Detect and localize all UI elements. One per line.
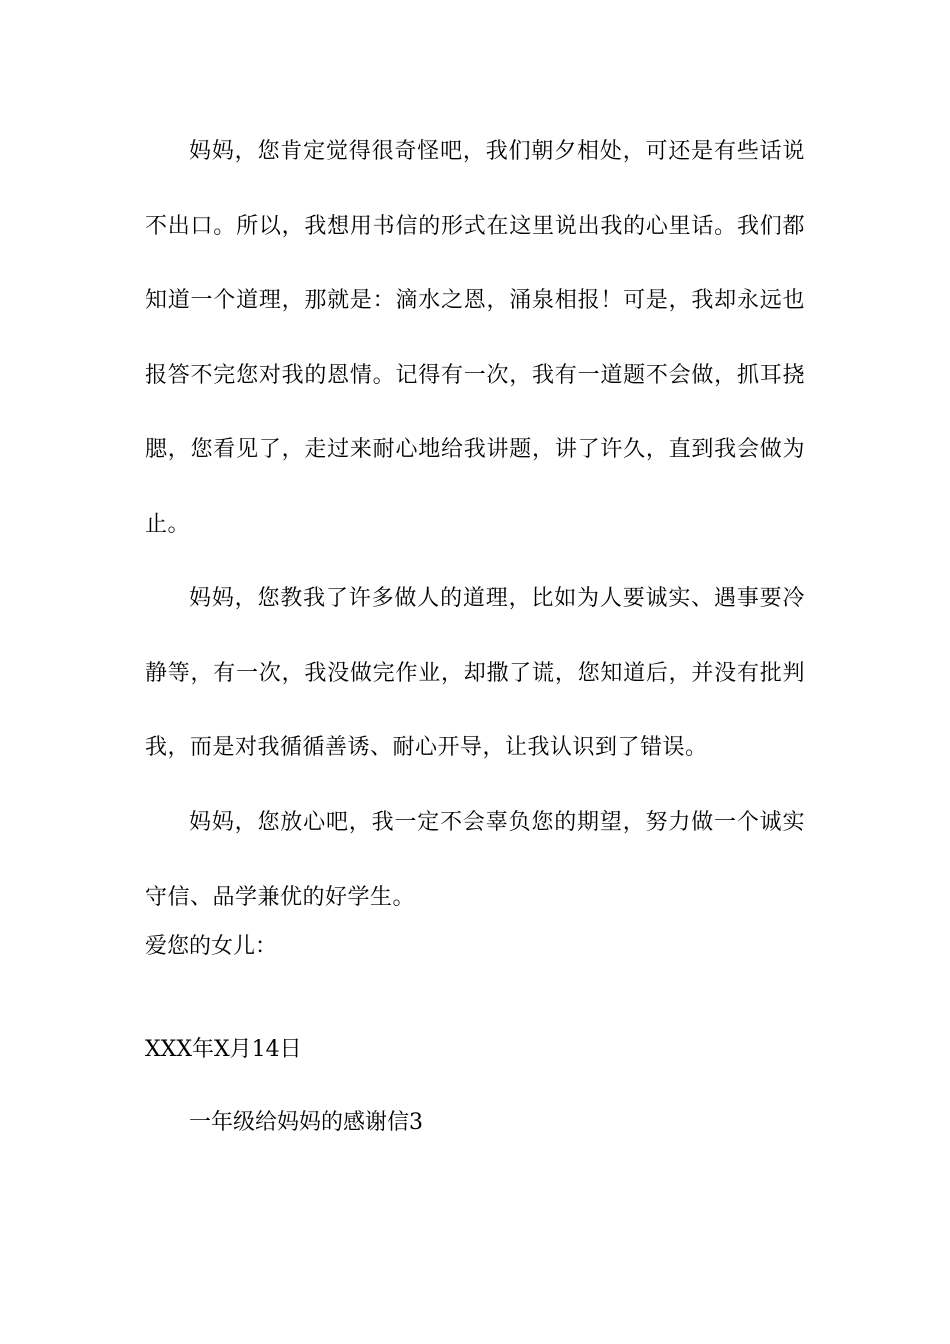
- date: XXX年X月14日: [145, 1037, 302, 1062]
- paragraph-2: 妈妈，您教我了许多做人的道理，比如为人要诚实、遇事要冷静等，有一次，我没做完作业，却撒了谎，您知道后，并没有批判我，而是对我循循善诱、耐心开导，让我认识到了错误。: [145, 586, 805, 760]
- signature: 爱您的女儿：: [145, 934, 278, 959]
- next-letter-title: 一年级给妈妈的感谢信3: [189, 1110, 423, 1135]
- paragraph-3: 妈妈，您放心吧，我一定不会辜负您的期望，努力做一个诚实守信、品学兼优的好学生。: [145, 810, 805, 910]
- paragraph-1: 妈妈，您肯定觉得很奇怪吧，我们朝夕相处，可还是有些话说不出口。所以，我想用书信的形式在这里说出我的心里话。我们都知道一个道理，那就是：滴水之恩，涌泉相报！可是，我却永远也报答不完您对我的恩情。记得有一次，我有一道题不会做，抓耳挠腮，您看见了，走过来耐心地给我讲题，讲了许久，直到我会做为止。: [145, 139, 805, 537]
